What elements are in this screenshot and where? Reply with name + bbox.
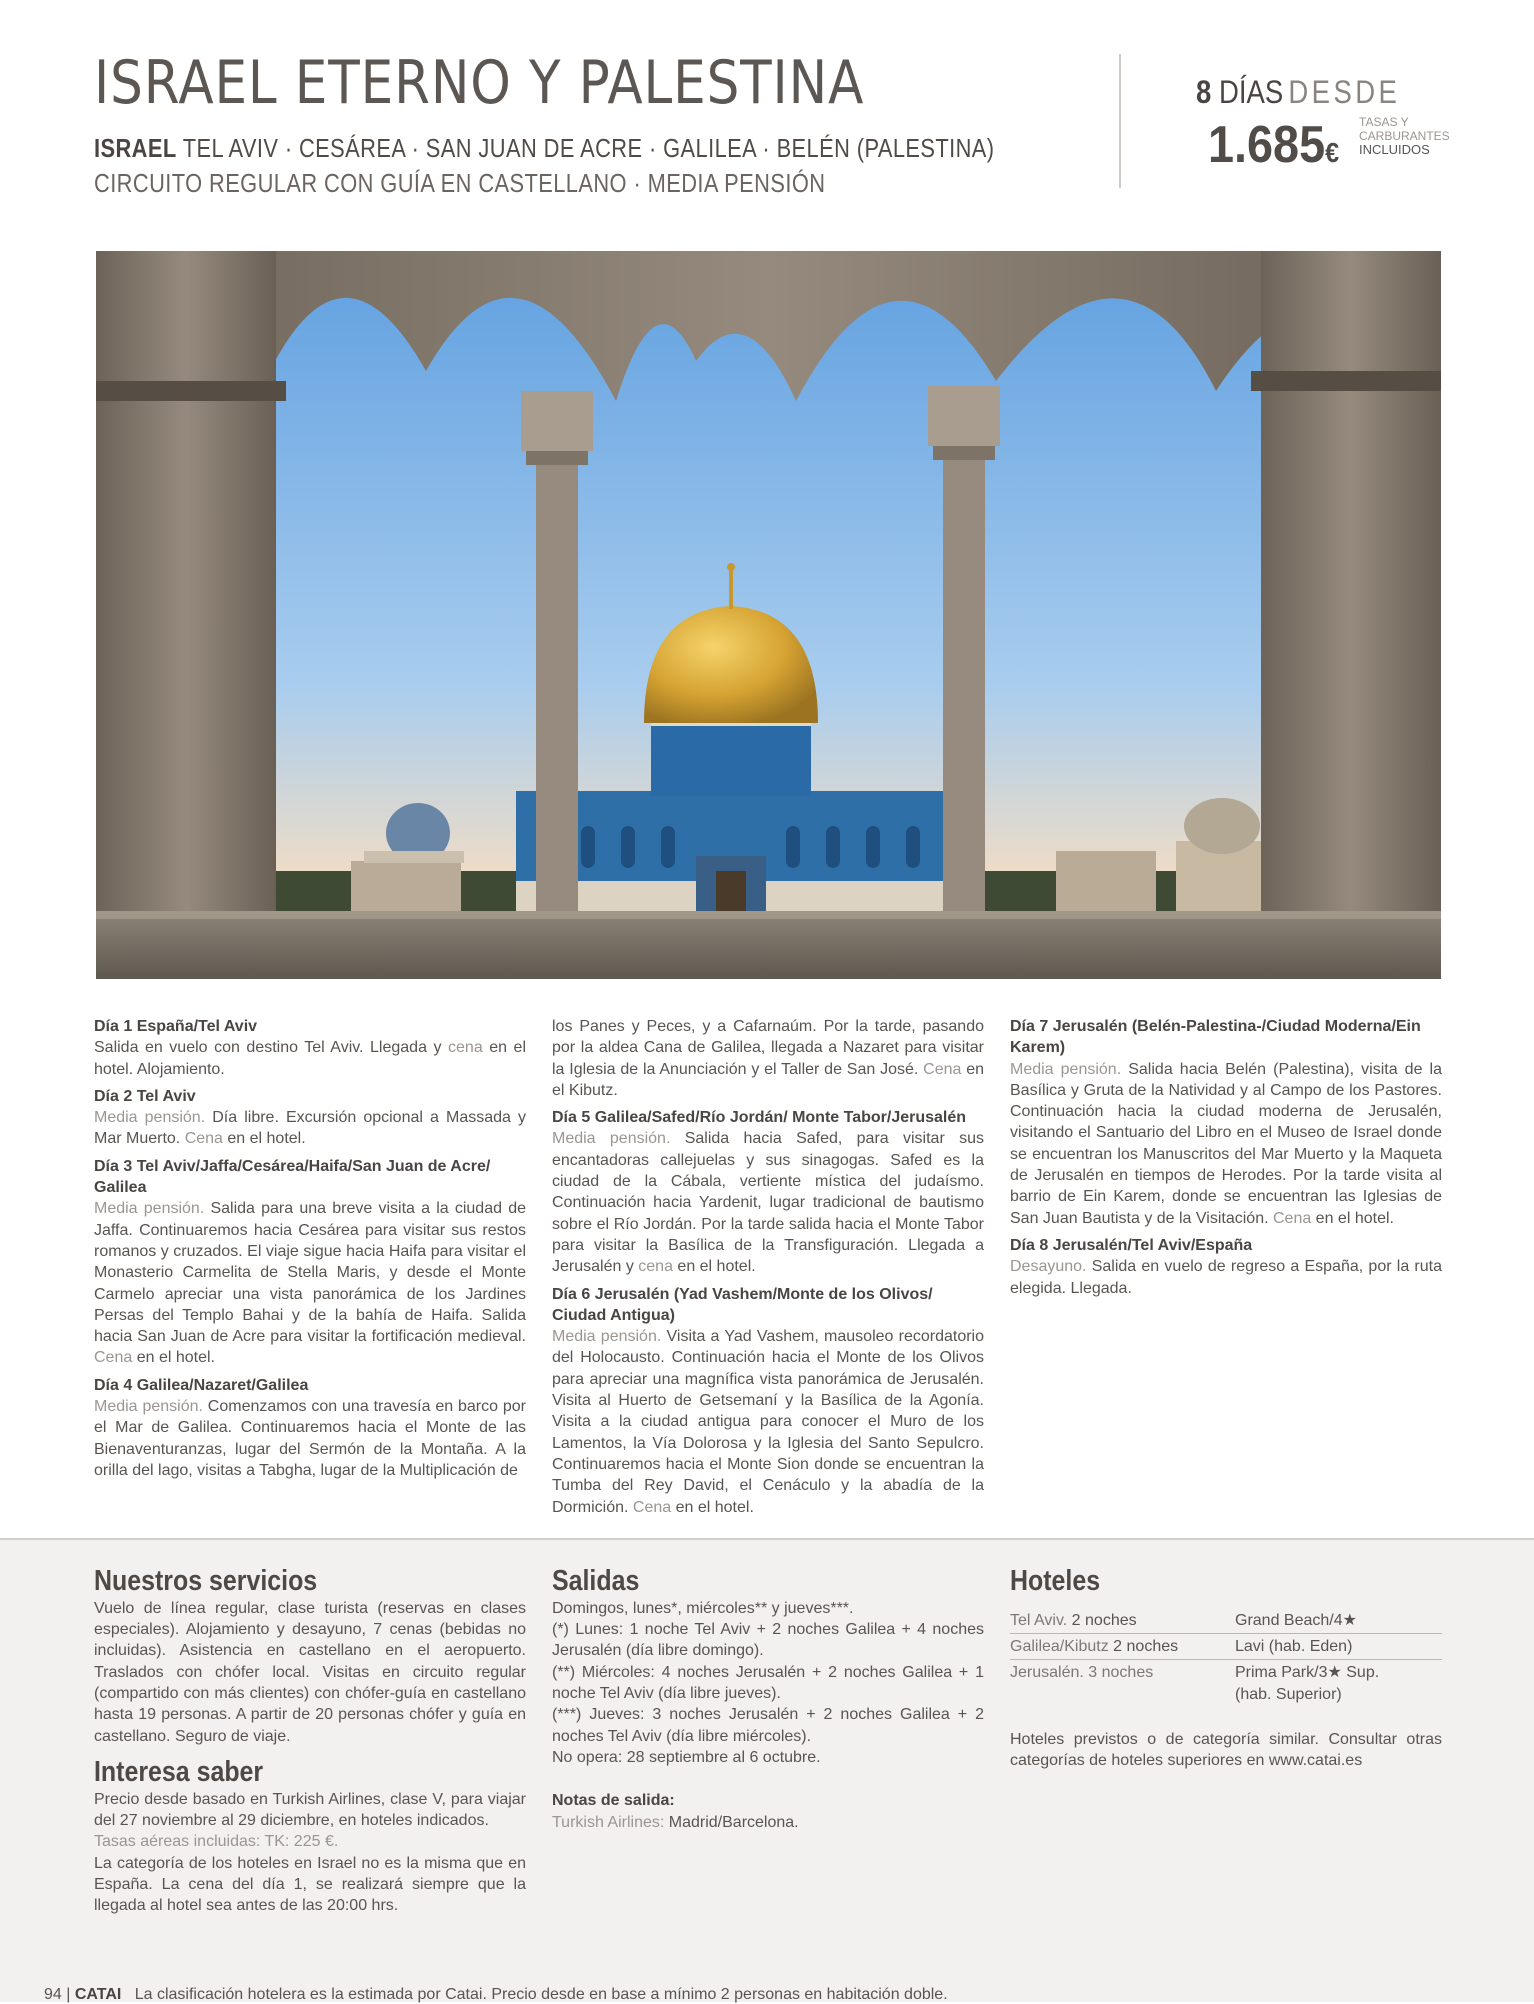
hotel-city	[1010, 1634, 1235, 1660]
day-text: Comenzamos con una travesía en barco por el Mar de Galilea. Continuaremos hacia el Monte de las Bienaventuranzas, lugar del Sermón de la Montaña. A la orilla del lago, visitas a Tabgha, lugar de la Multiplicación de	[94, 1398, 527, 1479]
day-text: los Panes y Peces, y a Cafarnaúm. Por la tarde, pasando por la aldea Cana de Galilea, llegada a Nazaret para visitar la Iglesia de la Anunciación y el Taller de San José.	[552, 1018, 984, 1078]
day-title: Día 3 Tel Aviv/Jaffa/Cesárea/Haifa/San Juan de Acre/ Galilea	[94, 1157, 491, 1197]
day-description	[1010, 1256, 1442, 1299]
interesa-title: Interesa saber	[94, 1755, 264, 1788]
hotel-label: Prima Park/3★ Sup.	[1235, 1664, 1380, 1682]
salidas-line-3: (**) Miércoles: 4 noches Jerusalén + 2 noches Galilea + 1 noche Tel Aviv (día libre jueves).	[552, 1663, 984, 1703]
hotels-table	[1010, 1608, 1442, 1707]
day-description	[552, 1326, 984, 1518]
hotel-city	[1010, 1660, 1235, 1707]
day-text: Salida hacia Belén (Palestina), visita de la Basílica y Gruta de la Natividad y al Campo de los Pastores. Continuación hacia la ciudad moderna de Jerusalén, visitando el Santuario del Libro en el Museo de Israel donde se encuentran los Manuscritos del Mar Muerto y la Maqueta de Jerusalén en tiempos de Herodes. Por la tarde visita al barrio de Ein Karem, donde se encuentran las Iglesias de San Juan Bautista y de la Visitación.	[1010, 1060, 1443, 1227]
day-description	[94, 1198, 526, 1368]
day-lead: Media pensión.	[1010, 1060, 1122, 1078]
salidas-title: Salidas	[552, 1565, 640, 1597]
salidas-section	[552, 1566, 984, 1833]
desde-label: DESDE	[1288, 74, 1401, 110]
day-text-end: en el hotel.	[671, 1498, 754, 1516]
day-title: Día 7 Jerusalén (Belén-Palestina-/Ciudad Moderna/Ein Karem)	[1010, 1018, 1421, 1057]
dome-of-the-rock-photo	[96, 251, 1441, 979]
header-divider	[1119, 54, 1121, 188]
day-text: Salida hacia Safed, para visitar sus encantadoras callejuelas y sus sinagogas. Safed es la ciudad de la Cábala, vertiente mística del judaísmo. Continuación hacia Yardenit, lugar tradicional de bautismo sobre el Río Jordán. Por la tarde salida hacia el Monte Tabor para visitar la Basílica de la Transfiguración. Llegada a Jerusalén y	[552, 1130, 984, 1276]
hoteles-title: Hoteles	[1010, 1565, 1101, 1597]
day-text: Salida para una breve visita a la ciudad de Jaffa. Continuaremos hacia Cesárea para visitar sus restos romanos y cruzados. El viaje sigue hacia Haifa para visitar el Monasterio Carmelita de Stella Maris, y desde el Monte Carmelo apreciar una vista panorámica de los Jardines Persas del Templo Bahai y de la bahía de Haifa. Salida hacia San Juan de Acre para visitar la fortificación medieval.	[94, 1200, 526, 1346]
interesa-text-1: Precio desde basado en Turkish Airlines, clase V, para viajar del 27 noviembre al 29 diciembre, en hoteles indicados.	[94, 1790, 526, 1830]
hotel-name	[1235, 1634, 1442, 1660]
price-box	[1196, 74, 1496, 175]
hoteles-section	[1010, 1566, 1442, 1772]
day-title: Día 1 España/Tel Aviv	[94, 1018, 258, 1035]
day-7	[1010, 1016, 1442, 1229]
day-title: Día 6 Jerusalén (Yad Vashem/Monte de los Olivos/ Ciudad Antigua)	[552, 1285, 933, 1324]
services-section	[94, 1566, 526, 1917]
day-meal: Cena	[94, 1349, 133, 1367]
itinerary-column-1	[94, 1016, 526, 1487]
day-3	[94, 1156, 526, 1369]
tax-line-1: TASAS Y	[1359, 115, 1409, 129]
day-title: Día 4 Galilea/Nazaret/Galilea	[94, 1376, 309, 1394]
day-title: Día 2 Tel Aviv	[94, 1087, 196, 1105]
day-text-end: en el hotel.	[672, 1258, 756, 1276]
salidas-line-4: (***) Jueves: 3 noches Jerusalén + 2 noches Galilea + 2 noches Tel Aviv (día libre miércoles).	[552, 1706, 984, 1745]
city-name: Jerusalén.	[1010, 1664, 1084, 1682]
table-row	[1010, 1608, 1442, 1634]
day-description	[94, 1107, 526, 1150]
hotel-label: Lavi (hab. Eden)	[1235, 1638, 1353, 1656]
day-description	[1010, 1059, 1442, 1229]
price-currency: €	[1325, 137, 1340, 168]
day-description	[552, 1128, 984, 1277]
day-lead: Desayuno.	[1010, 1258, 1087, 1276]
day-lead: Media pensión.	[94, 1109, 206, 1127]
hotel-room: (hab. Superior)	[1235, 1685, 1342, 1703]
day-text-end: en el Kibutz.	[552, 1060, 985, 1099]
day-8	[1010, 1235, 1442, 1299]
day-6	[552, 1284, 984, 1518]
day-text-end: en el hotel.	[222, 1130, 306, 1148]
price-row	[1196, 115, 1496, 175]
day-meal: Cena	[1272, 1209, 1312, 1227]
services-text: Vuelo de línea regular, clase turista (reservas en clases especiales). Alojamiento y desayuno, 7 cenas (bebidas no incluidas). Asistencia en castellano en el aeropuerto. Traslados con chófer local. Visitas en circuito regular (compartido con más clientes) con chófer-guía en castellano hasta 19 personas. A partir de 20 personas chófer y guía en castellano. Seguro de viaje.	[94, 1599, 526, 1745]
price-value: 1.685	[1208, 116, 1326, 174]
day-4	[94, 1375, 526, 1481]
hotel-label: Grand Beach/4★	[1235, 1611, 1357, 1629]
day-text: Visita a Yad Vashem, mausoleo recordatorio del Holocausto. Continuación hacia el Monte de los Olivos para apreciar una magnífica vista panorámica de Jerusalén. Visita al Huerto de Getsemaní y la Basílica de la Agonía. Visita a la ciudad antigua para conocer el Muro de los Lamentos, la Vía Dolorosa y la Iglesia del Santo Sepulcro. Continuaremos hacia el Monte Sion donde se encuentran la Tumba del Rey David, el Cenáculo y la abadía de la Dormición.	[552, 1328, 985, 1516]
interesa-text-2: La categoría de los hoteles en Israel no es la misma que en España. La cena del día 1, se realizará siempre que la llegada al hotel sea antes de las 20:00 hrs.	[94, 1854, 526, 1915]
day-meal: cena	[448, 1039, 483, 1057]
notas-airline: Turkish Airlines:	[552, 1813, 665, 1831]
day-text: Salida en vuelo de regreso a España, por la ruta elegida. Llegada.	[1010, 1258, 1442, 1297]
photo-illustration	[96, 251, 1441, 979]
day-5	[552, 1107, 984, 1277]
notas-title: Notas de salida:	[552, 1792, 675, 1810]
day-meal: Cena	[632, 1498, 672, 1516]
day-lead: Media pensión.	[552, 1130, 671, 1148]
nights: 2 noches	[1071, 1611, 1137, 1629]
route-country: ISRAEL	[94, 133, 177, 163]
page-title: ISRAEL ETERNO Y PALESTINA	[94, 48, 865, 118]
day-meal: cena	[638, 1258, 673, 1276]
day-meal: Cena	[184, 1130, 223, 1148]
notas-text	[552, 1812, 984, 1833]
day-title: Día 5 Galilea/Safed/Río Jordán/ Monte Tabor/Jerusalén	[552, 1109, 967, 1127]
duration	[1196, 74, 1454, 111]
day-title: Día 8 Jerusalén/Tel Aviv/España	[1010, 1236, 1253, 1254]
day-description	[94, 1396, 526, 1481]
hoteles-note: Hoteles previstos o de categoría similar. Consultar otras categorías de hoteles superiores en www.catai.es	[1010, 1731, 1442, 1770]
services-title: Nuestros servicios	[94, 1565, 318, 1597]
city-name: Galilea/Kibutz	[1010, 1638, 1109, 1656]
day-text: Salida en vuelo con destino Tel Aviv. Llegada y	[94, 1039, 449, 1057]
footer: 94 | CATAI La clasificación hotelera es la estimada por Catai. Precio desde en base a mínimo 2 personas en habitación doble.	[44, 1986, 948, 2003]
days-count: 8	[1196, 74, 1212, 110]
day-lead: Media pensión.	[94, 1200, 205, 1218]
hotel-name	[1235, 1660, 1442, 1707]
info-panel	[0, 1538, 1534, 2002]
interesa-tasas: Tasas aéreas incluidas: TK: 225 €.	[94, 1833, 339, 1851]
day-2	[94, 1086, 526, 1150]
brand: CATAI	[74, 1986, 122, 2003]
day-meal: Cena	[923, 1060, 962, 1078]
nights: 2 noches	[1113, 1638, 1179, 1656]
table-row	[1010, 1660, 1442, 1707]
route-places: TEL AVIV · CESÁREA · SAN JUAN DE ACRE · GALILEA · BELÉN (PALESTINA)	[182, 133, 995, 163]
salidas-line-1: Domingos, lunes*, miércoles** y jueves***.	[552, 1599, 854, 1617]
day-description	[552, 1016, 984, 1101]
hotel-name	[1235, 1608, 1442, 1634]
price-amount	[1208, 115, 1339, 175]
itinerary-column-3	[1010, 1016, 1442, 1305]
day-text: Día libre. Excursión opcional a Massada y Mar Muerto.	[94, 1109, 526, 1148]
route-line	[94, 133, 995, 164]
day-text-end: en el hotel.	[132, 1349, 215, 1367]
tax-note	[1359, 115, 1450, 157]
salidas-line-2: (*) Lunes: 1 noche Tel Aviv + 2 noches Galilea + 4 noches Jerusalén (día libre domingo).	[552, 1621, 984, 1660]
notas-cities: Madrid/Barcelona.	[664, 1813, 799, 1831]
nights: 3 noches	[1088, 1664, 1154, 1682]
table-row	[1010, 1634, 1442, 1660]
day-text-end: en el hotel. Alojamiento.	[94, 1039, 527, 1078]
day-lead: Media pensión.	[94, 1398, 203, 1416]
tax-line-2: CARBURANTES	[1359, 129, 1450, 143]
day-lead: Media pensión.	[552, 1328, 662, 1346]
day-4-continued	[552, 1016, 984, 1101]
header	[94, 48, 1094, 199]
day-text-end: en el hotel.	[1311, 1209, 1394, 1227]
city-name: Tel Aviv.	[1010, 1611, 1068, 1629]
day-description	[94, 1037, 526, 1080]
salidas-line-5: No opera: 28 septiembre al 6 octubre.	[552, 1748, 821, 1766]
circuit-type: CIRCUITO REGULAR CON GUÍA EN CASTELLANO · MEDIA PENSIÓN	[94, 168, 826, 198]
tax-line-3: INCLUIDOS	[1359, 142, 1430, 157]
page-number: 94	[44, 1986, 62, 2003]
footer-text: La clasificación hotelera es la estimada por Catai. Precio desde en base a mínimo 2 personas en habitación doble.	[134, 1986, 948, 2003]
itinerary-column-2	[552, 1016, 984, 1524]
day-1	[94, 1016, 526, 1080]
hotel-city	[1010, 1608, 1235, 1634]
days-label: DÍAS	[1218, 74, 1284, 110]
